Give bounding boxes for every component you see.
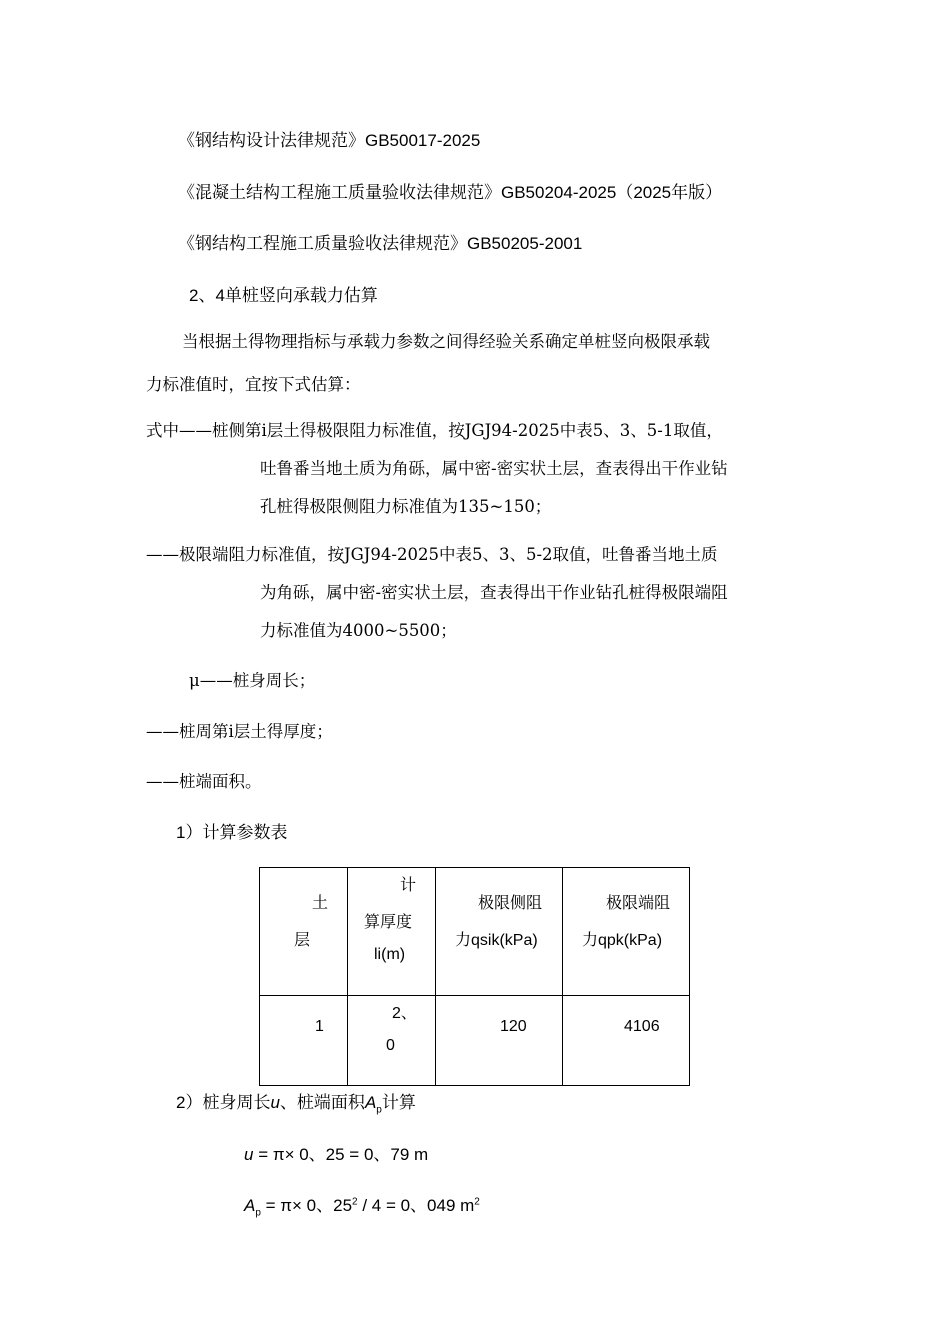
definition-ap: ——桩端面积。 [146,772,262,791]
header-cell-layer: 土 层 [260,868,348,996]
table-caption: 1）计算参数表 [176,823,288,842]
reference-item: 《混凝土结构工程施工质量验收法律规范》GB50204-2025（2025年版） [178,183,723,202]
header-cell-qsik: 极限侧阻 力qsik(kPa) [436,868,563,996]
definition-li: ——桩周第i层土得厚度； [146,722,333,741]
cell-qpk: 4106 [563,996,690,1086]
formula-ap: $A_p = \pi\times 0$、$25^2 / 4 = 0$、049 $m^2$ [244,1196,480,1219]
table-header-row [260,868,690,996]
header-cell-qpk: 极限端阻 力qpk(kPa) [563,868,690,996]
section-title: 2、4单桩竖向承载力估算 [189,286,378,305]
reference-item: 《钢结构工程施工质量验收法律规范》GB50205-2001 [178,234,583,253]
cell-thickness: 2、 0 [348,996,436,1086]
table-row [260,996,690,1086]
formula-u: u = π× 0、25 = 0、79 m [244,1145,429,1164]
parameter-table [259,867,690,1086]
intro-line: 当根据土得物理指标与承载力参数之间得经验关系确定单桩竖向极限承载 [182,332,710,351]
cell-qsik: 120 [436,996,563,1086]
cell-layer: 1 [260,996,348,1086]
reference-item: 《钢结构设计法律规范》GB50017-2025 [178,131,481,150]
header-cell-thickness: 计 算厚度 li(m) [348,868,436,996]
intro-line: 力标准值时，宜按下式估算： [146,375,361,394]
calc-title: 2）桩身周长u、桩端面积$A_p$计算 [176,1093,416,1116]
definition-u: μ——桩身周长； [189,671,316,690]
